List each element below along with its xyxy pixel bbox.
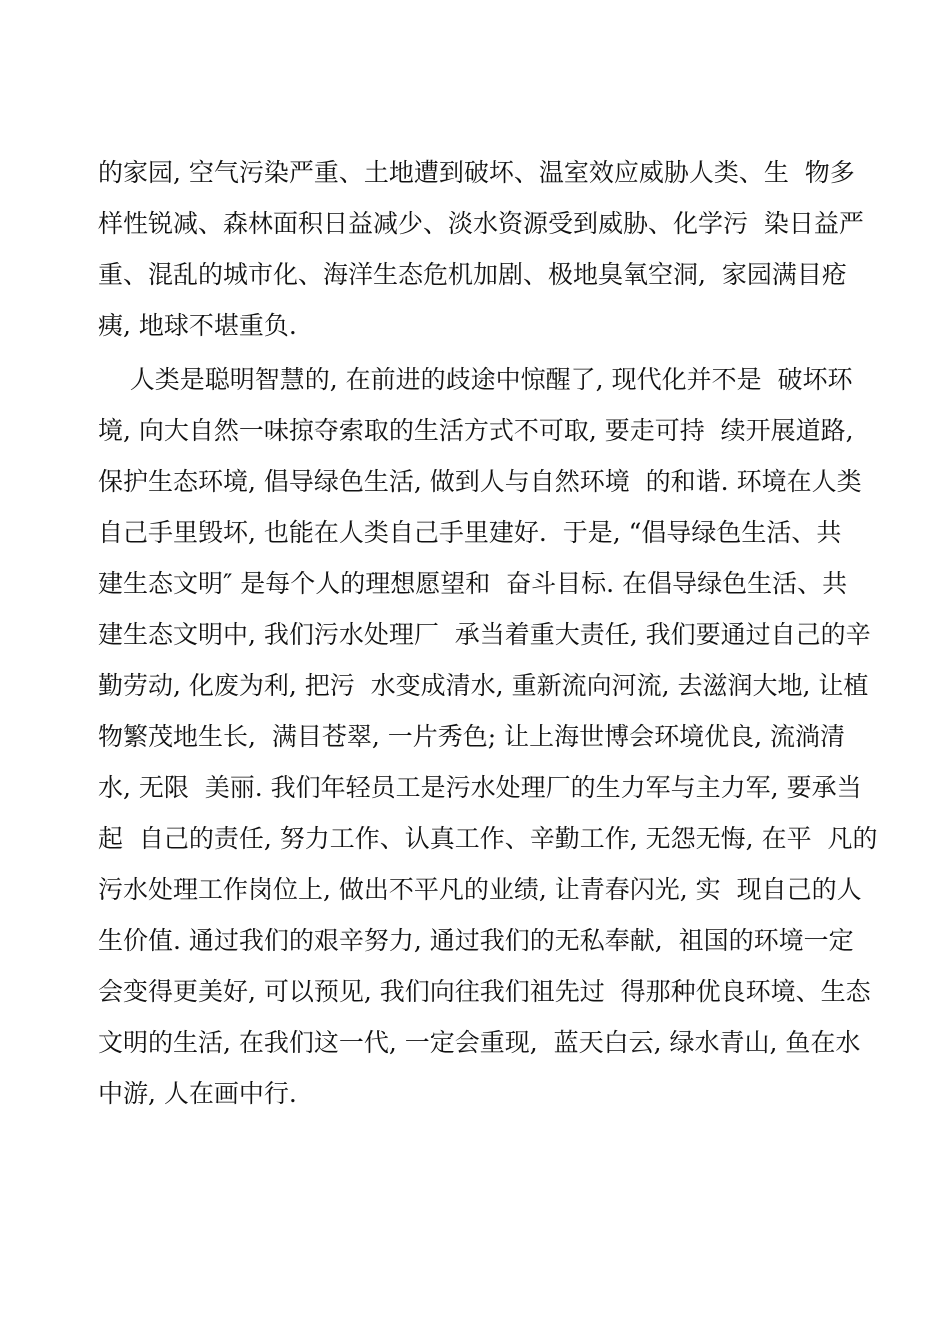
text-line: 建生态文明″ 是每个人的理想愿望和 奋斗目标. 在倡导绿色生活、共 xyxy=(98,569,848,598)
text-line: 文明的生活, 在我们这一代, 一定会重现, 蓝天白云, 绿水青山, 鱼在水 xyxy=(98,1028,861,1057)
text-line: 人类是聪明智慧的, 在前进的歧途中惊醒了, 现代化并不是 破坏环 xyxy=(98,365,853,394)
text-line: 保护生态环境, 倡导绿色生活, 做到人与自然环境 的和谐. 环境在人类 xyxy=(98,467,862,496)
text-line: 境, 向大自然一味掠夺索取的生活方式不可取, 要走可持 续开展道路, xyxy=(98,416,854,445)
text-line: 物繁茂地生长, 满目苍翠, 一片秀色; 让上海世博会环境优良, 流淌清 xyxy=(98,722,845,751)
text-line: 会变得更美好, 可以预见, 我们向往我们祖先过 得那种优良环境、生态 xyxy=(98,977,871,1006)
text-line: 样性锐减、森林面积日益减少、淡水资源受到威胁、化学污 染日益严 xyxy=(98,209,864,238)
text-line: 起 自己的责任, 努力工作、认真工作、辛勤工作, 无怨无悔, 在平 凡的 xyxy=(98,824,878,853)
text-line: 中游, 人在画中行. xyxy=(98,1079,297,1108)
text-line: 痍, 地球不堪重负. xyxy=(98,311,297,340)
text-line: 水, 无限 美丽. 我们年轻员工是污水处理厂的生力军与主力军, 要承当 xyxy=(98,773,862,802)
text-line: 建生态文明中, 我们污水处理厂 承当着重大责任, 我们要通过自己的辛 xyxy=(98,620,871,649)
text-line: 重、混乱的城市化、海洋生态危机加剧、极地臭氧空洞, 家园满目疮 xyxy=(98,260,847,289)
text-line: 污水处理工作岗位上, 做出不平凡的业绩, 让青春闪光, 实 现自己的人 xyxy=(98,875,862,904)
text-line: 的家园, 空气污染严重、土地遭到破坏、温室效应威胁人类、生 物多 xyxy=(98,158,855,187)
text-line: 生价值. 通过我们的艰辛努力, 通过我们的无私奉献, 祖国的环境一定 xyxy=(98,926,854,955)
text-line: 自己手里毁坏, 也能在人类自己手里建好. 于是, “倡导绿色生活、共 xyxy=(98,518,842,547)
paragraph-2 xyxy=(98,354,878,1119)
paragraph-1 xyxy=(98,147,864,351)
text-line: 勤劳动, 化废为利, 把污 水变成清水, 重新流向河流, 去滋润大地, 让植 xyxy=(98,671,869,700)
